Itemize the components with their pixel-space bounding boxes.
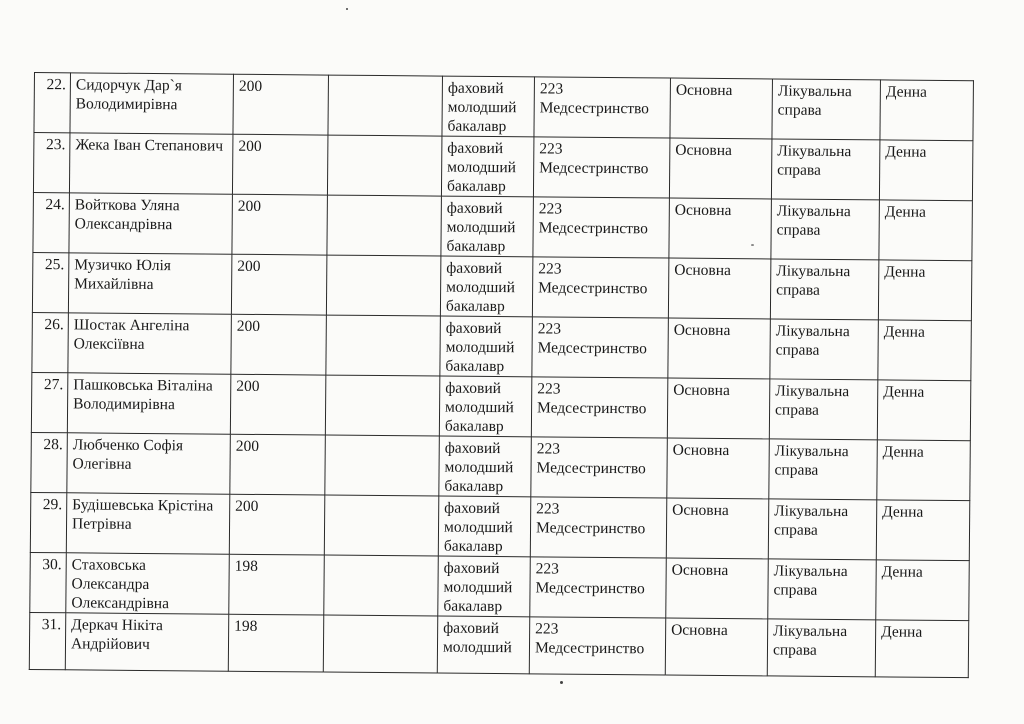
program-cell: Лікувальна справа [771, 199, 880, 260]
blank-cell [325, 375, 440, 436]
specialty-cell: 223 Медсестринство [531, 377, 668, 438]
competition-type-cell: Основна [670, 78, 773, 139]
student-name: Сидорчук Дар`я Володимирівна [70, 73, 234, 134]
competition-type-cell: Основна [668, 258, 771, 319]
program-cell: Лікувальна справа [769, 439, 878, 500]
specialty-cell: 223 Медсестринство [530, 557, 667, 618]
table-body [29, 73, 973, 678]
program-cell: Лікувальна справа [767, 619, 875, 677]
score-cell: 200 [233, 74, 329, 135]
competition-type-cell: Основна [667, 378, 770, 439]
student-name: Жека Іван Степанович [69, 133, 233, 194]
row-number: 29. [30, 492, 67, 552]
degree-cell: фаховий молодший [437, 616, 529, 674]
study-form-cell: Денна [877, 380, 971, 441]
degree-cell: фаховий молодший бакалавр [438, 556, 531, 617]
row-number: 22. [34, 73, 71, 133]
student-name: Музичко Юлія Михайлівна [68, 253, 232, 314]
student-name: Шостак Ангеліна Олексіївна [68, 313, 232, 374]
blank-cell [324, 555, 439, 616]
table-row [30, 492, 969, 560]
score-cell: 198 [228, 614, 323, 672]
study-form-cell: Денна [878, 320, 972, 381]
blank-cell [323, 615, 437, 673]
program-cell: Лікувальна справа [770, 319, 879, 380]
study-form-cell: Денна [879, 140, 973, 201]
table-row [33, 133, 972, 201]
specialty-cell: 223 Медсестринство [534, 77, 671, 138]
degree-cell: фаховий молодший бакалавр [439, 376, 532, 437]
row-number: 28. [31, 432, 68, 492]
specialty-cell: 223 Медсестринство [532, 257, 669, 318]
specialty-cell: 223 Медсестринство [533, 137, 670, 198]
program-cell: Лікувальна справа [768, 499, 877, 560]
study-form-cell: Денна [876, 560, 970, 621]
table-row [30, 552, 969, 620]
competition-type-cell: Основна [666, 498, 769, 559]
study-form-cell: Денна [875, 620, 968, 678]
blank-cell [326, 315, 441, 376]
table-row [32, 252, 971, 320]
score-cell: 200 [230, 434, 326, 495]
program-cell: Лікувальна справа [768, 559, 877, 620]
study-form-cell: Денна [878, 260, 972, 321]
student-name: Будішевська Крістіна Петрівна [66, 493, 230, 554]
table-row [32, 312, 971, 380]
student-name: Стаховська Олександра Олександрівна [66, 553, 230, 614]
table-row [31, 372, 970, 440]
score-cell: 200 [231, 254, 327, 315]
admission-table [29, 72, 974, 678]
degree-cell: фаховий молодший бакалавр [441, 136, 534, 197]
row-number: 31. [29, 612, 65, 669]
score-cell: 200 [231, 314, 327, 375]
scan-speck [346, 8, 348, 10]
specialty-cell: 223 Медсестринство [531, 437, 668, 498]
table-row [31, 432, 970, 500]
student-name: Любченко Софія Олегівна [67, 433, 231, 494]
blank-cell [325, 435, 440, 496]
competition-type-cell: Основна [667, 438, 770, 499]
program-cell: Лікувальна справа [772, 79, 881, 140]
row-number: 25. [32, 252, 69, 312]
score-cell: 198 [229, 554, 325, 615]
blank-cell [327, 195, 442, 256]
student-name: Войткова Уляна Олександрівна [69, 193, 233, 254]
student-name: Пашковська Віталіна Володимирівна [67, 373, 231, 434]
study-form-cell: Денна [876, 500, 970, 561]
degree-cell: фаховий молодший бакалавр [441, 196, 534, 257]
program-cell: Лікувальна справа [769, 379, 878, 440]
degree-cell: фаховий молодший бакалавр [440, 316, 533, 377]
blank-cell [328, 75, 443, 136]
row-number: 27. [31, 372, 68, 432]
degree-cell: фаховий молодший бакалавр [439, 436, 532, 497]
study-form-cell: Денна [877, 440, 971, 501]
row-number: 24. [33, 192, 70, 252]
table-row [29, 612, 968, 677]
specialty-cell: 223 Медсестринство [530, 497, 667, 558]
competition-type-cell: Основна [666, 558, 769, 619]
row-number: 23. [33, 133, 70, 193]
specialty-cell: 223 Медсестринство [533, 197, 670, 258]
blank-cell [326, 255, 441, 316]
competition-type-cell: Основна [669, 198, 772, 259]
table-row [34, 73, 973, 141]
scan-speck [560, 681, 563, 684]
score-cell: 200 [230, 374, 326, 435]
row-number: 26. [32, 312, 69, 372]
specialty-cell: 223 Медсестринство [532, 317, 669, 378]
program-cell: Лікувальна справа [771, 139, 880, 200]
student-name: Деркач Нікіта Андрійович [65, 613, 228, 671]
blank-cell [324, 495, 439, 556]
blank-cell [327, 135, 442, 196]
scan-speck [751, 244, 754, 246]
competition-type-cell: Основна [669, 138, 772, 199]
program-cell: Лікувальна справа [770, 259, 879, 320]
row-number: 30. [30, 552, 67, 612]
score-cell: 200 [229, 494, 325, 555]
competition-type-cell: Основна [668, 318, 771, 379]
degree-cell: фаховий молодший бакалавр [438, 496, 531, 557]
degree-cell: фаховий молодший бакалавр [442, 76, 535, 137]
score-cell: 200 [232, 134, 328, 195]
study-form-cell: Денна [880, 80, 974, 141]
specialty-cell: 223 Медсестринство [529, 617, 665, 675]
competition-type-cell: Основна [665, 618, 767, 676]
degree-cell: фаховий молодший бакалавр [440, 256, 533, 317]
table-row [33, 192, 972, 260]
study-form-cell: Денна [879, 200, 973, 261]
score-cell: 200 [232, 194, 328, 255]
